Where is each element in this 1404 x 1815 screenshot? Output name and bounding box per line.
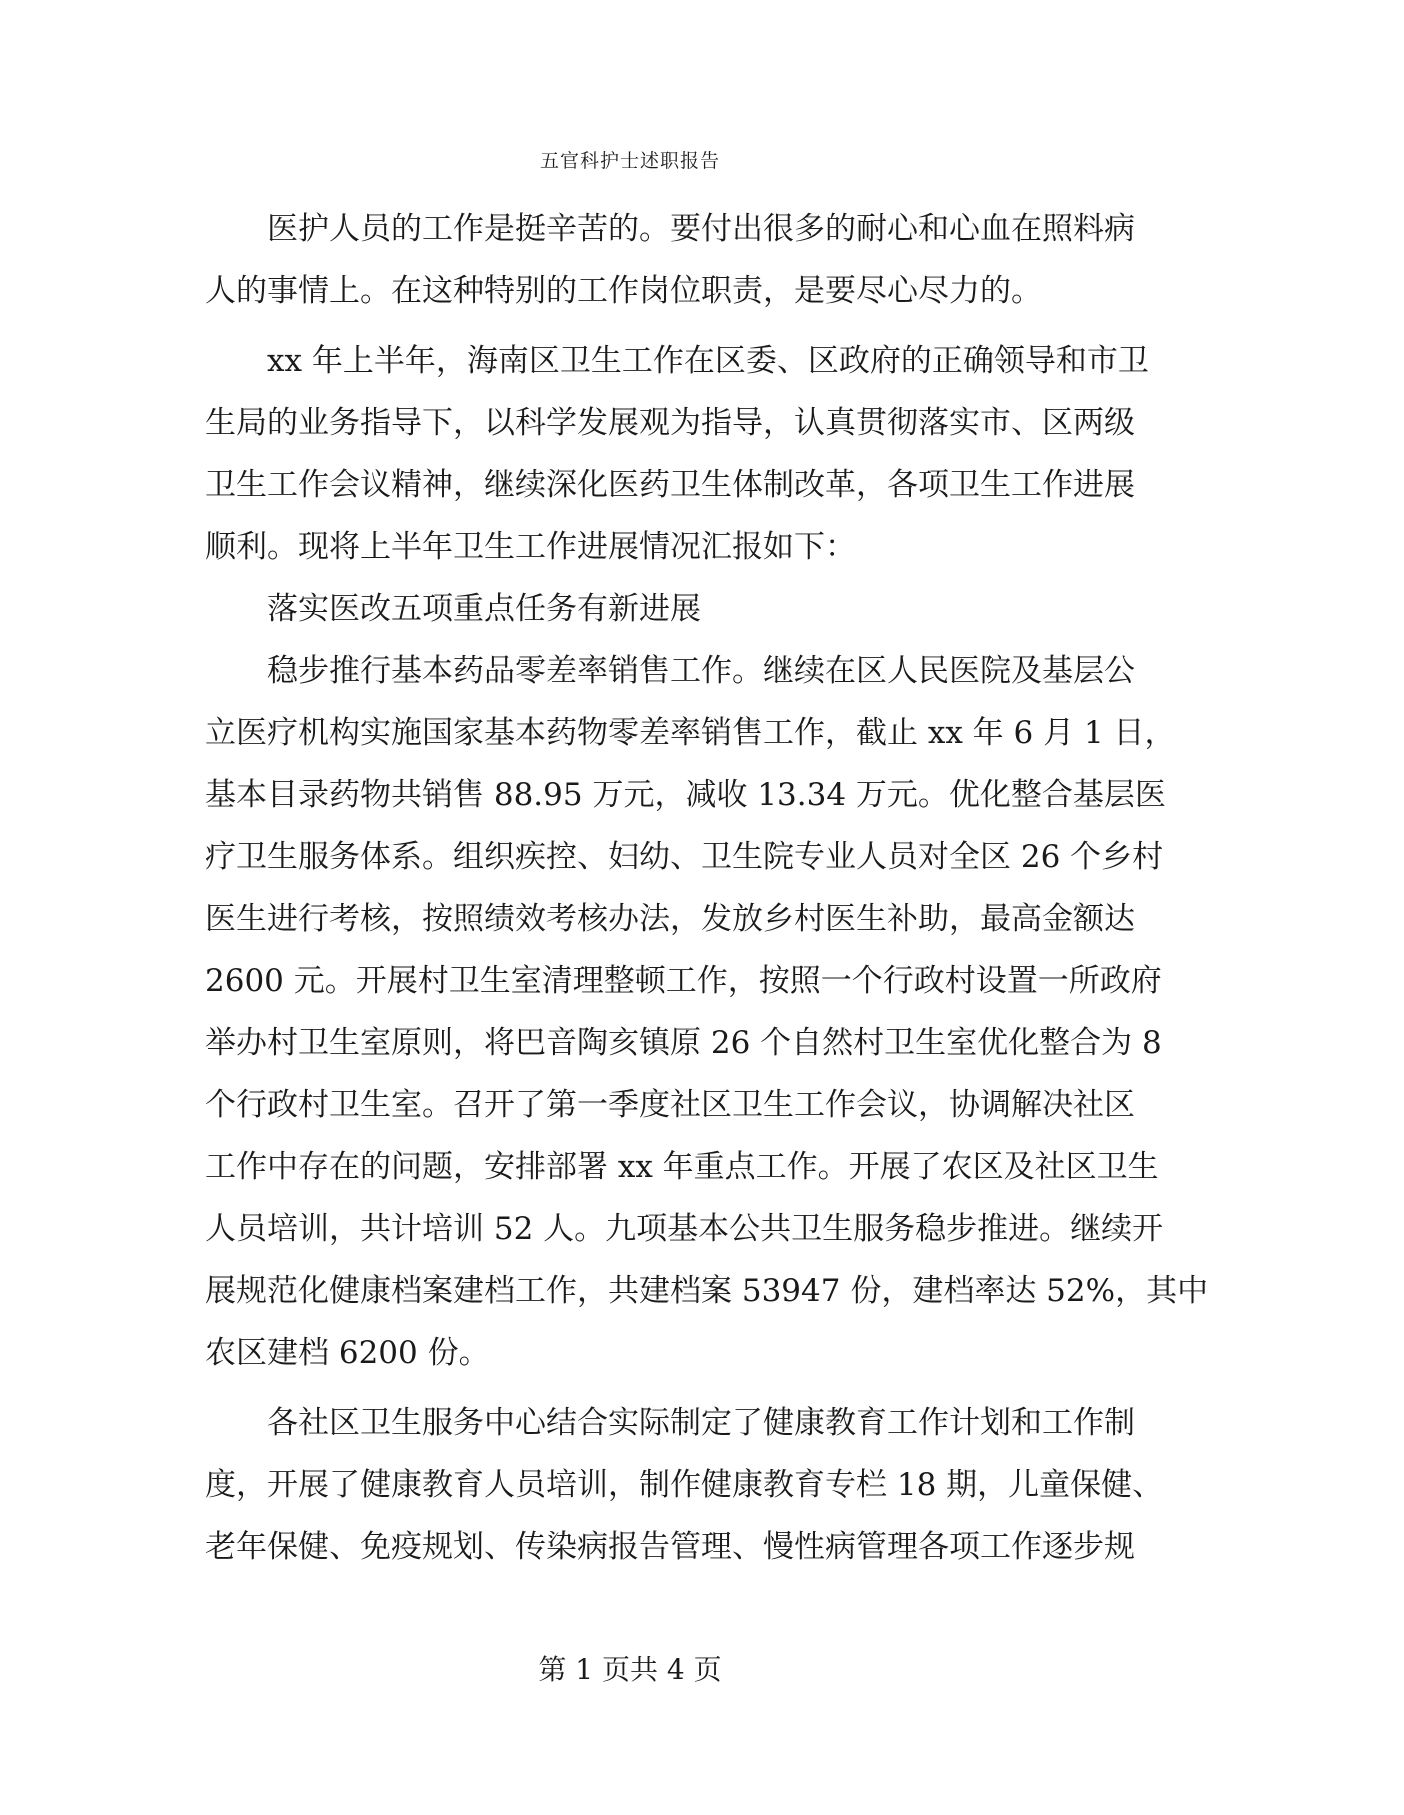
- paragraph: [205, 330, 1215, 578]
- text-line: 顺利。现将上半年卫生工作进展情况汇报如下：: [205, 529, 856, 565]
- text-line: 2600 元。开展村卫生室清理整顿工作，按照一个行政村设置一所政府: [205, 963, 1162, 999]
- paragraph: [205, 198, 1215, 322]
- text-line: 人员培训，共计培训 52 人。九项基本公共卫生服务稳步推进。继续开: [205, 1211, 1164, 1247]
- text-line: 医护人员的工作是挺辛苦的。要付出很多的耐心和心血在照料病: [205, 211, 1135, 247]
- text-line: 展规范化健康档案建档工作，共建档案 53947 份，建档率达 52%，其中: [205, 1273, 1209, 1309]
- text-line: 农区建档 6200 份。: [205, 1335, 490, 1371]
- text-line: 落实医改五项重点任务有新进展: [205, 591, 701, 627]
- text-line: 稳步推行基本药品零差率销售工作。继续在区人民医院及基层公: [205, 653, 1135, 689]
- page-footer: 第 1 页共 4 页: [538, 1653, 722, 1686]
- text-line: xx 年上半年，海南区卫生工作在区委、区政府的正确领导和市卫: [205, 343, 1149, 379]
- text-line: 各社区卫生服务中心结合实际制定了健康教育工作计划和工作制: [205, 1405, 1135, 1441]
- text-line: 老年保健、免疫规划、传染病报告管理、慢性病管理各项工作逐步规: [205, 1529, 1135, 1565]
- text-line: 医生进行考核，按照绩效考核办法，发放乡村医生补助，最高金额达: [205, 901, 1135, 937]
- text-line: 卫生工作会议精神，继续深化医药卫生体制改革，各项卫生工作进展: [205, 467, 1135, 503]
- text-line: 人的事情上。在这种特别的工作岗位职责，是要尽心尽力的。: [205, 273, 1042, 309]
- text-line: 疗卫生服务体系。组织疾控、妇幼、卫生院专业人员对全区 26 个乡村: [205, 839, 1164, 875]
- document-body: [205, 198, 1215, 1578]
- text-line: 立医疗机构实施国家基本药物零差率销售工作，截止 xx 年 6 月 1 日，: [205, 715, 1176, 751]
- text-line: 举办村卫生室原则，将巴音陶亥镇原 26 个自然村卫生室优化整合为 8: [205, 1025, 1162, 1061]
- paragraph: [205, 640, 1215, 1384]
- text-line: 基本目录药物共销售 88.95 万元，减收 13.34 万元。优化整合基层医: [205, 777, 1166, 813]
- section-heading: [205, 578, 1215, 640]
- page-header: 五官科护士述职报告: [539, 150, 720, 172]
- text-line: 生局的业务指导下，以科学发展观为指导，认真贯彻落实市、区两级: [205, 405, 1135, 441]
- paragraph: [205, 1392, 1215, 1578]
- text-line: 个行政村卫生室。召开了第一季度社区卫生工作会议，协调解决社区: [205, 1087, 1135, 1123]
- text-line: 工作中存在的问题，安排部署 xx 年重点工作。开展了农区及社区卫生: [205, 1149, 1159, 1185]
- text-line: 度，开展了健康教育人员培训，制作健康教育专栏 18 期，儿童保健、: [205, 1467, 1164, 1503]
